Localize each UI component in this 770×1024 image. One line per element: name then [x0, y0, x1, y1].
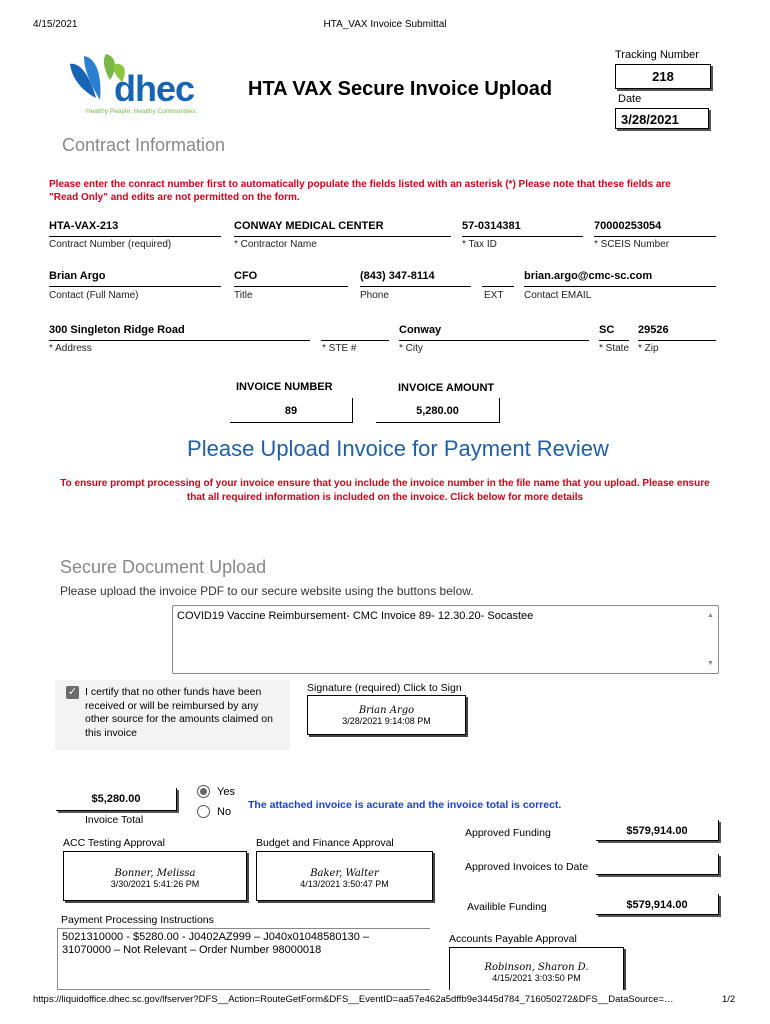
footer-url: https://liquidoffice.dhec.sc.gov/lfserver?DFS__Action=RouteGetForm&DFS__EventID=aa57e462a5dffb9e3445d784_716050272&DFS__DataSource=… — [33, 994, 674, 1005]
tax-id-field: 57-0314381 — [462, 220, 583, 237]
budget-signature-name: Baker, Walter — [310, 868, 379, 879]
ap-approval-label: Accounts Payable Approval — [449, 933, 577, 945]
upload-heading: Please Upload Invoice for Payment Review — [187, 436, 609, 461]
checkmark-icon: ✓ — [67, 686, 78, 698]
ap-signature-name: Robinson, Sharon D. — [484, 962, 589, 973]
radio-no-label: No — [217, 806, 232, 818]
print-title: HTA_VAX Invoice Submittal — [323, 19, 447, 30]
title-field[interactable]: CFO — [234, 270, 348, 287]
zip-field: 29526 — [638, 324, 716, 341]
invoice-total-label: Invoice Total — [85, 814, 144, 826]
logo-tagline: Healthy People. Healthy Communities. — [86, 108, 198, 115]
acc-approval-label: ACC Testing Approval — [63, 837, 165, 849]
contractor-name-label: * Contractor Name — [234, 239, 317, 250]
budget-signature-box[interactable] — [256, 851, 433, 901]
phone-field[interactable]: (843) 347-8114 — [360, 270, 471, 287]
signature-date: 3/28/2021 9:14:08 PM — [342, 716, 431, 726]
date-field[interactable]: 3/28/2021 — [615, 108, 709, 129]
print-date: 4/15/2021 — [33, 19, 78, 30]
ste-field — [321, 324, 389, 341]
city-label: * City — [399, 343, 423, 354]
certify-checkbox[interactable] — [66, 686, 79, 699]
title-label: Title — [234, 290, 253, 301]
invoice-number-field[interactable]: 89 — [230, 398, 353, 423]
contact-name-label: Contact (Full Name) — [49, 290, 139, 301]
zip-label: * Zip — [638, 343, 659, 354]
contract-section-title: Contract Information — [62, 135, 226, 155]
invoice-number-label: INVOICE NUMBER — [236, 381, 333, 393]
state-label: * State — [599, 343, 630, 354]
invoice-amount-label: INVOICE AMOUNT — [398, 382, 495, 394]
secure-section-title: Secure Document Upload — [60, 557, 267, 577]
sceis-number-label: * SCEIS Number — [594, 239, 670, 250]
contact-name-field[interactable]: Brian Argo — [49, 270, 221, 287]
ext-field[interactable] — [482, 270, 514, 287]
tracking-number-label: Tracking Number — [615, 49, 699, 61]
ste-label: * STE # — [322, 343, 357, 354]
accuracy-statement: The attached invoice is acurate and the invoice total is correct. — [248, 799, 562, 811]
payment-instructions-textarea[interactable] — [57, 928, 430, 990]
form-title: HTA VAX Secure Invoice Upload — [248, 78, 553, 100]
invoice-total-field[interactable]: $5,280.00 — [56, 788, 177, 811]
approved-invoices-label: Approved Invoices to Date — [465, 861, 589, 873]
budget-approval-label: Budget and Finance Approval — [256, 837, 394, 849]
secure-instructions: Please upload the invoice PDF to our secure website using the buttons below. — [60, 584, 474, 598]
available-funding-label: Availible Funding — [467, 901, 547, 913]
tax-id-label: * Tax ID — [462, 239, 497, 250]
radio-yes[interactable] — [197, 785, 210, 798]
approved-funding-field[interactable]: $579,914.00 — [596, 820, 719, 841]
approved-invoices-field[interactable] — [596, 854, 719, 875]
upload-instructions: To ensure prompt processing of your invoice ensure that you include the invoice number in the file name that you upload. Please ensure that all required information is included on the invoice. Click below for more details — [60, 478, 710, 503]
radio-selected-dot — [200, 788, 207, 795]
contact-email-label: Contact EMAIL — [524, 290, 592, 301]
address-label: * Address — [49, 343, 92, 354]
dhec-logo — [62, 50, 225, 120]
city-field: Conway — [399, 324, 589, 341]
invoice-amount-field[interactable]: 5,280.00 — [376, 398, 500, 423]
date-label: Date — [618, 93, 642, 105]
contract-number-label: Contract Number (required) — [49, 239, 172, 250]
certify-text: I certify that no other funds have been received or will be reimbursed by any other source for the amounts claimed on this invoice — [85, 686, 273, 739]
signature-box[interactable] — [307, 695, 466, 735]
description-textarea[interactable] — [172, 605, 719, 674]
acc-signature-box[interactable] — [63, 851, 247, 901]
textarea-scrollbar[interactable] — [704, 606, 718, 673]
contact-email-field[interactable]: brian.argo@cmc-sc.com — [524, 270, 716, 287]
logo-text: dhec — [114, 68, 195, 109]
budget-signature-date: 4/13/2021 3:50:47 PM — [300, 879, 389, 889]
contract-number-field[interactable]: HTA-VAX-213 — [49, 220, 221, 237]
acc-signature-date: 3/30/2021 5:41:26 PM — [110, 879, 200, 889]
scroll-up-icon[interactable]: ▲ — [707, 612, 714, 619]
description-text: COVID19 Vaccine Reimbursement- CMC Invoice 89- 12.30.20- Socastee — [177, 610, 534, 622]
phone-label: Phone — [360, 290, 389, 301]
available-funding-field[interactable]: $579,914.00 — [596, 894, 719, 915]
contractor-name-field: CONWAY MEDICAL CENTER — [234, 220, 451, 237]
radio-yes-label: Yes — [217, 786, 235, 798]
state-field: SC — [599, 324, 629, 341]
footer-page: 1/2 — [722, 994, 736, 1005]
signature-label: Signature (required) Click to Sign — [307, 682, 462, 694]
scroll-down-icon[interactable]: ▼ — [707, 660, 714, 667]
ext-label: EXT — [484, 290, 504, 301]
payment-instructions-text: 5021310000 - $5280.00 - J0402AZ999 – J040x01048580130 – 31070000 – Not Relevant – Order Number 98000018 — [62, 931, 370, 956]
signature-name: Brian Argo — [358, 705, 415, 716]
acc-signature-name: Bonner, Melissa — [114, 868, 196, 879]
approved-funding-label: Approved Funding — [465, 827, 551, 839]
payment-instructions-label: Payment Processing Instructions — [61, 914, 214, 926]
tracking-number-field[interactable]: 218 — [615, 64, 711, 89]
radio-no[interactable] — [197, 805, 210, 818]
address-field: 300 Singleton Ridge Road — [49, 324, 310, 341]
contract-instructions: Please enter the conract number first to automatically populate the fields listed with an asterisk (*) Please note that these fields are "Read Only" and edits are not permitted on the form. — [49, 179, 671, 203]
ap-signature-date: 4/15/2021 3:03:50 PM — [492, 973, 581, 983]
sceis-number-field: 70000253054 — [594, 220, 716, 237]
